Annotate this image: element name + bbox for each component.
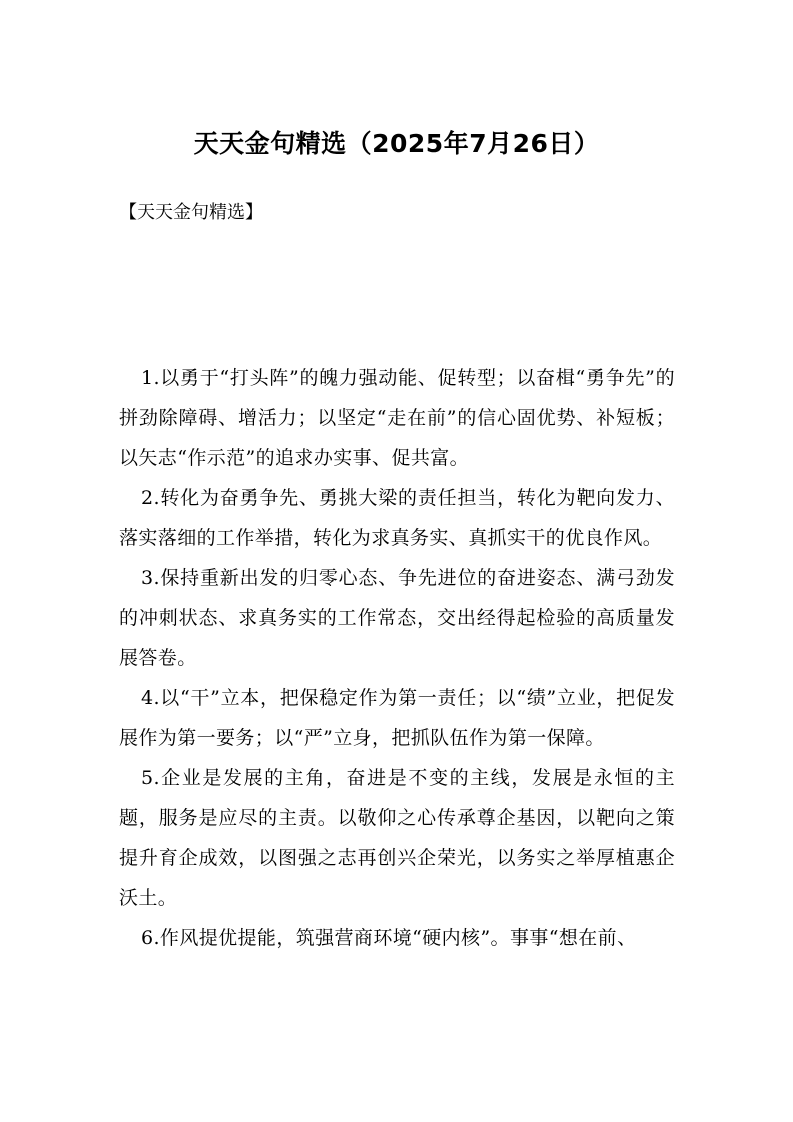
- paragraph-1: 1.以勇于“打头阵”的魄力强动能、促转型；以奋楫“勇争先”的拼劲除障碍、增活力；以坚定“走在前”的信心固优势、补短板；以矢志“作示范”的追求办实事、促共富。: [119, 367, 675, 469]
- paragraph-4: 4.以“干”立本，把保稳定作为第一责任；以“绩”立业，把促发展作为第一要务；以“严”立身，把抓队伍作为第一保障。: [119, 687, 675, 749]
- paragraph-3: 3.保持重新出发的归零心态、争先进位的奋进姿态、满弓劲发的冲刺状态、求真务实的工作常态，交出经得起检验的高质量发展答卷。: [119, 567, 675, 669]
- paragraph-2: 2.转化为奋勇争先、勇挑大梁的责任担当，转化为靶向发力、落实落细的工作举措，转化为求真务实、真抓实干的优良作风。: [119, 487, 675, 549]
- document-title: 天天金句精选（2025年7月26日）: [193, 129, 600, 158]
- section-label: 【天天金句精选】: [119, 202, 263, 223]
- document-body: [119, 358, 675, 958]
- paragraph-5: 5.企业是发展的主角，奋进是不变的主线，发展是永恒的主题，服务是应尽的主责。以敬仰之心传承尊企基因，以靶向之策提升育企成效，以图强之志再创兴企荣光，以务实之举厚植惠企沃土。: [119, 767, 675, 909]
- paragraph-6: 6.作风提优提能，筑强营商环境“硬内核”。事事“想在前、: [141, 927, 637, 949]
